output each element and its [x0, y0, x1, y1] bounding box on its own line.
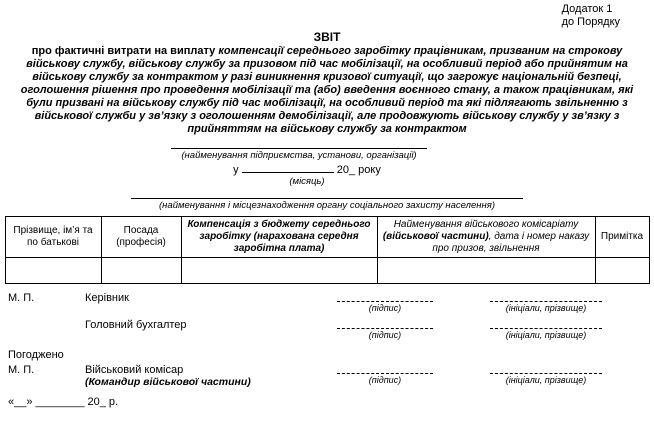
date-line: «__» ________ 20_ р.	[8, 395, 119, 408]
header-commissariat-bold: (військової частини)	[382, 231, 489, 243]
cell-note-empty	[595, 258, 649, 284]
header-commissariat-post: , дата і номер наказу про призов, звільнення	[432, 231, 590, 255]
appendix-note	[562, 3, 620, 29]
cell-compensation-empty	[181, 258, 377, 284]
signature-caption: (підпис)	[368, 330, 402, 341]
table-header-row	[5, 217, 649, 258]
social-authority-block	[131, 190, 523, 211]
head-label: Керівник	[85, 292, 129, 305]
organization-fill-line	[171, 140, 427, 149]
head-signature-cell	[337, 292, 433, 314]
commissar-signature-line	[337, 364, 433, 374]
month-block	[233, 164, 381, 187]
signature-caption: (підпис)	[368, 374, 402, 385]
header-commissariat	[377, 217, 595, 258]
report-description	[8, 45, 646, 136]
accountant-signature-line	[337, 319, 433, 329]
commissar-label-block	[85, 364, 337, 388]
accountant-initials-line	[490, 319, 602, 329]
commissar-initials-cell	[490, 364, 602, 386]
head-initials-cell	[490, 292, 602, 314]
signature-row-head	[8, 292, 646, 314]
header-name: Прізвище, ім’я та по батькові	[5, 217, 101, 258]
report-document	[0, 3, 654, 408]
appendix-line-1: Додаток 1	[561, 3, 613, 15]
accountant-signature-cell	[337, 319, 433, 341]
commissar-initials-line	[490, 364, 602, 374]
month-prefix: у	[233, 163, 239, 176]
commissar-label: Військовий комісар	[85, 363, 184, 376]
agreed-label: Погоджено	[8, 348, 64, 361]
head-signature-line	[337, 292, 433, 302]
initials-caption: (ініціали, прізвище)	[505, 303, 587, 314]
organization-block	[171, 140, 427, 161]
table-row	[5, 258, 649, 284]
initials-caption: (ініціали, прізвище)	[505, 330, 587, 341]
header-compensation: Компенсація з бюджету середнього заробітку (нарахована середня заробітна плата)	[181, 217, 377, 258]
report-table	[5, 216, 650, 284]
signature-row-accountant	[8, 319, 646, 341]
accountant-label: Головний бухгалтер	[85, 319, 187, 332]
description-lead: про фактичні витрати на виплату	[31, 45, 216, 58]
month-fill-line	[242, 164, 334, 173]
initials-caption: (ініціали, прізвище)	[505, 374, 587, 385]
cell-commissariat-empty	[377, 258, 595, 284]
commissar-signature-cell	[337, 364, 433, 386]
stamp-mark-2: М. П.	[8, 363, 35, 376]
social-authority-caption: (найменування і місцезнаходження органу соціального захисту населення)	[159, 199, 495, 211]
header-note: Примітка	[595, 217, 649, 258]
organization-caption: (найменування підприємства, установи, організації)	[181, 150, 417, 162]
stamp-mark: М. П.	[8, 292, 35, 305]
cell-position-empty	[101, 258, 181, 284]
cell-name-empty	[5, 258, 101, 284]
description-rest: компенсації середнього заробітку працівникам, призваним на строкову військову службу, військову службу за призовом під час мобілізації, на особливий період або прийнятим на військову службу за контрактом у разі виникнення кризової ситуації, що загрожує національній безпеці, оголошення рішення про проведення мобілізації та (або) введення воєнного стану, а також працівникам, які були призвані на військову службу під час мобілізації, на особливий період та які підлягають звільненню з військової служби у зв’язку з оголошенням демобілізації, але продовжують військову службу у зв’язку з прийняттям на військову службу за контрактом	[20, 45, 634, 136]
social-authority-fill-line	[131, 190, 523, 199]
commissar-sublabel: (Командир військової частини)	[85, 375, 251, 388]
month-suffix: 20_ року	[336, 163, 381, 176]
month-row	[233, 164, 381, 176]
appendix-line-2: до Порядку	[561, 16, 620, 29]
month-caption: (місяць)	[289, 175, 325, 187]
signature-caption: (підпис)	[368, 303, 402, 314]
signatures-section	[8, 292, 646, 407]
header-commissariat-pre: Найменування військового комісаріату	[393, 219, 579, 231]
accountant-initials-cell	[490, 319, 602, 341]
report-title: ЗВІТ	[313, 30, 341, 45]
header-position: Посада (професія)	[101, 217, 181, 258]
signature-row-commissar	[8, 364, 646, 388]
head-initials-line	[490, 292, 602, 302]
